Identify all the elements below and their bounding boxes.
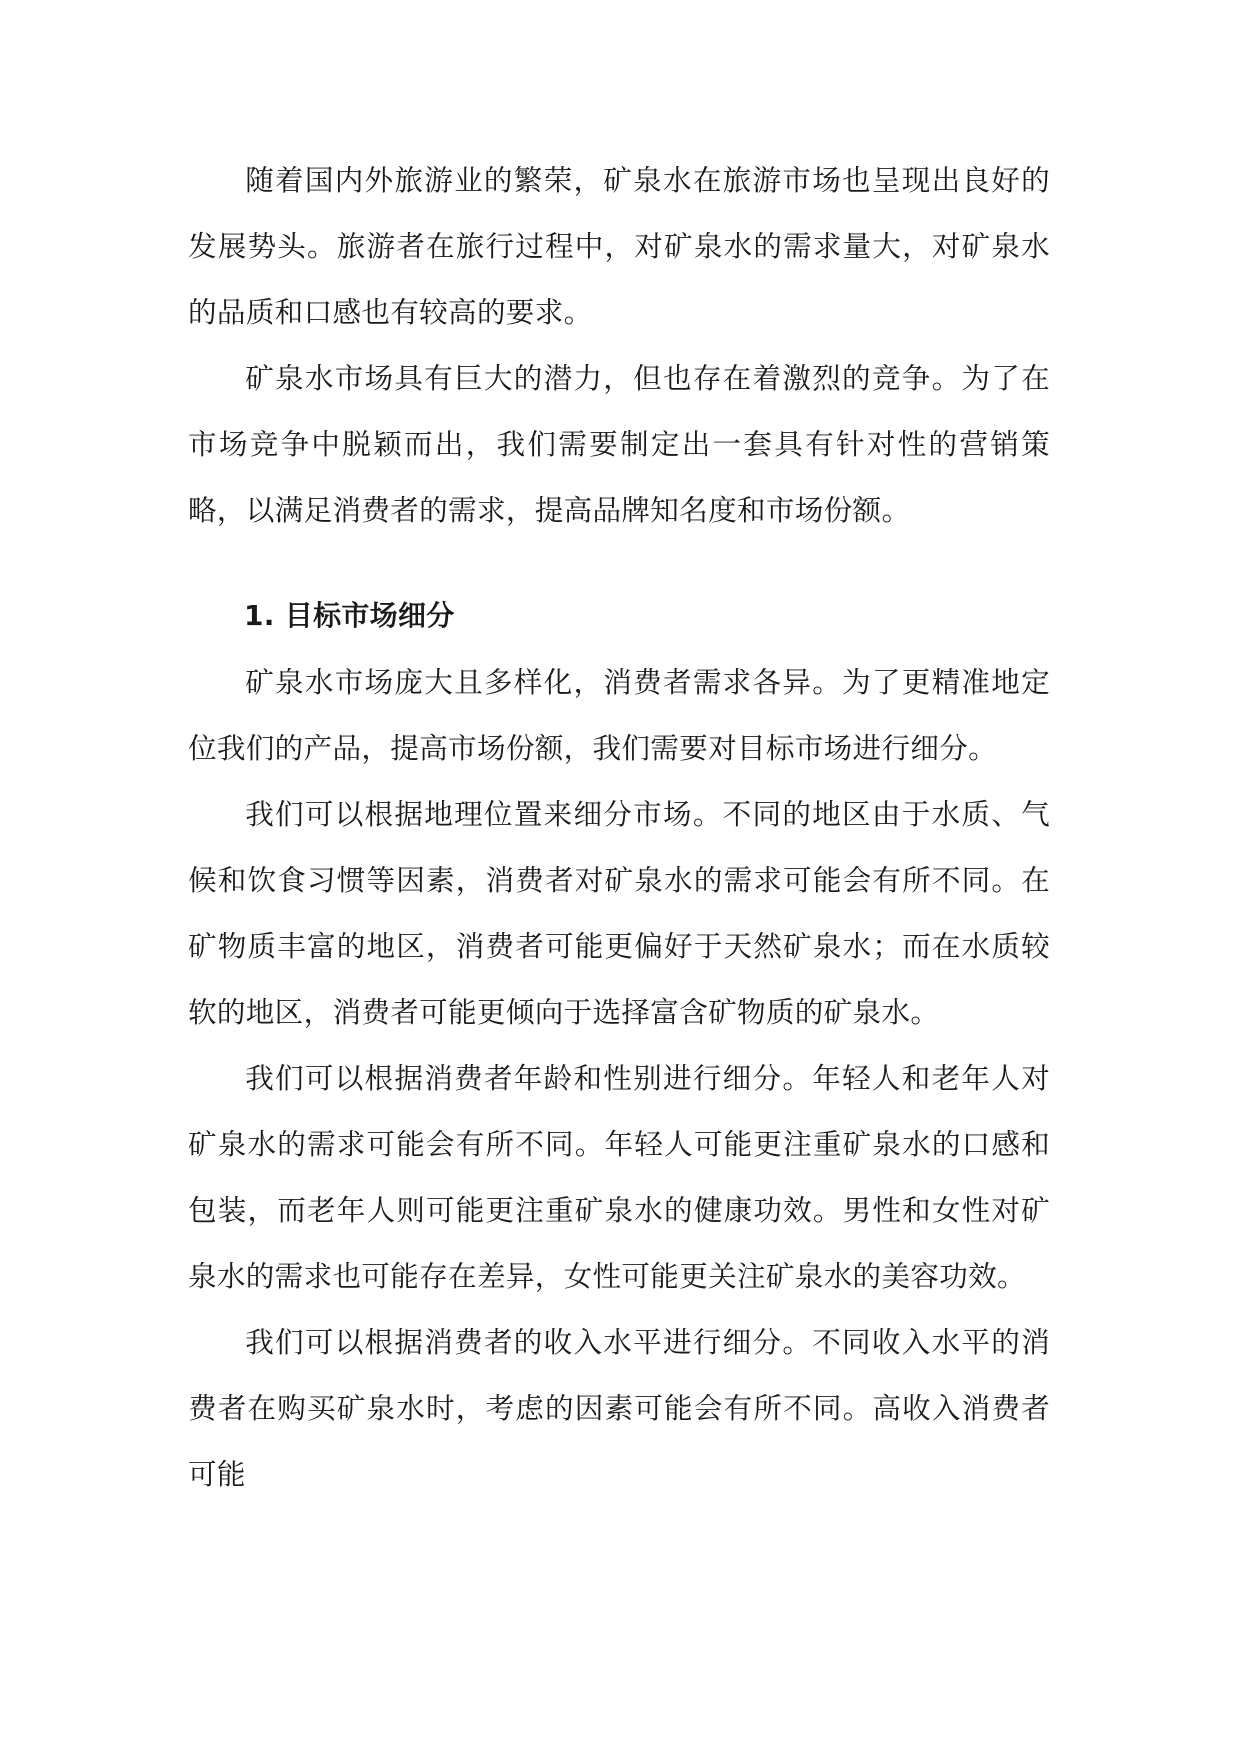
paragraph-age-gender-segmentation: 我们可以根据消费者年龄和性别进行细分。年轻人和老年人对矿泉水的需求可能会有所不同。年轻人可能更注重矿泉水的口感和包装，而老年人则可能更注重矿泉水的健康功效。男性和女性对矿泉水的需求也可能存在差异，女性可能更关注矿泉水的美容功效。 xyxy=(188,1061,1050,1293)
paragraph-income-segmentation: 我们可以根据消费者的收入水平进行细分。不同收入水平的消费者在购买矿泉水时，考虑的因素可能会有所不同。高收入消费者可能 xyxy=(188,1325,1050,1491)
section-spacer xyxy=(188,543,1050,583)
paragraph-geographic-segmentation: 我们可以根据地理位置来细分市场。不同的地区由于水质、气候和饮食习惯等因素，消费者对矿泉水的需求可能会有所不同。在矿物质丰富的地区，消费者可能更偏好于天然矿泉水；而在水质较软的地区，消费者可能更倾向于选择富含矿物质的矿泉水。 xyxy=(188,797,1050,1029)
section-heading: 1. 目标市场细分 xyxy=(244,599,455,632)
paragraph-segmentation-intro: 矿泉水市场庞大且多样化，消费者需求各异。为了更精准地定位我们的产品，提高市场份额，我们需要对目标市场进行细分。 xyxy=(188,665,1050,765)
paragraph-market-competition: 矿泉水市场具有巨大的潜力，但也存在着激烈的竞争。为了在市场竞争中脱颖而出，我们需要制定出一套具有针对性的营销策略，以满足消费者的需求，提高品牌知名度和市场份额。 xyxy=(188,361,1050,527)
document-body xyxy=(188,147,1050,1507)
paragraph-tourism-demand: 随着国内外旅游业的繁荣，矿泉水在旅游市场也呈现出良好的发展势头。旅游者在旅行过程中，对矿泉水的需求量大，对矿泉水的品质和口感也有较高的要求。 xyxy=(188,163,1050,329)
